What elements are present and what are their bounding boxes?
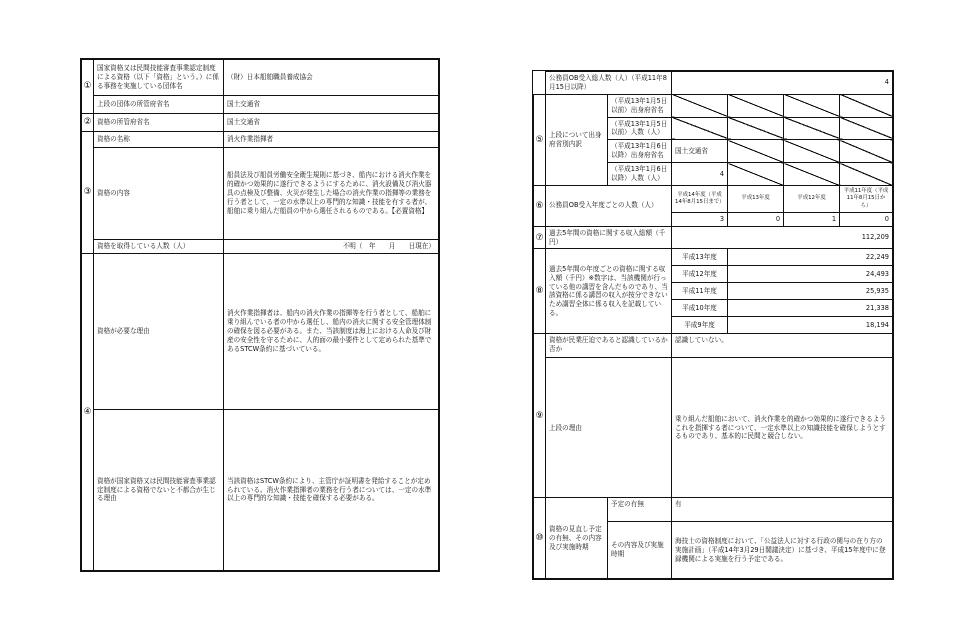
review-plan-detail-value: 海技士の資格制度において、「公益法人に対する行政の関与の在り方の実施計画」（平成14年3月29日閣議決定）に基づき、平成15年度中に登録機関による実施を行う予定である。 (672, 522, 893, 579)
ob-total-label: 公務員OB受入総人数（人）（平成11年8月15日以降） (546, 72, 672, 95)
qualification-name-label: 資格の名称 (94, 132, 224, 148)
ministry-post-count-label: （平成13年1月6日以降）人数（人） (608, 163, 672, 186)
row-number-8: ⑧ (534, 249, 546, 334)
right-form-sheet (532, 70, 894, 580)
holder-count-label: 資格を取得している人数（人） (94, 240, 224, 254)
diag-cell (728, 117, 784, 140)
left-form-table (81, 59, 439, 571)
revenue-year-value: 21,338 (728, 300, 893, 317)
diag-cell (728, 140, 784, 163)
necessity-reason-label: 資格が必要な理由 (94, 254, 224, 410)
revenue-year-value: 22,249 (728, 249, 893, 266)
org-ministry-value: 国土交通省 (224, 96, 439, 114)
row-number-7: ⑦ (534, 226, 546, 249)
row-number-1: ① (82, 60, 94, 114)
ob-value-h11: 0 (840, 212, 893, 226)
diag-cell (672, 94, 728, 117)
diag-cell (784, 94, 840, 117)
ministry-pre-count-label: （平成13年1月5日以前）人数（人） (608, 117, 672, 140)
org-ministry-label: 上段の団体の所管府省名 (94, 96, 224, 114)
ministry-post-count-value: 4 (672, 163, 728, 186)
diag-cell (784, 140, 840, 163)
ministry-post-value: 国土交通省 (672, 140, 728, 163)
revenue-yearly-label: 過去5年間の年度ごとの資格に関する収入額（千円）※数字は、当該機関が行っている他の講習を含んだものであり、当該資格に係る講習の収入が按分できないため講習全体に係る収入を記載している。 (546, 249, 672, 334)
holder-count-value: 不明（ 年 月 日現在） (224, 240, 439, 254)
qualification-content-value: 船員法及び船員労働安全衛生規則に基づき、船内における消火作業を的確かつ効果的に遂行できるようにするために、消火設備及び消火器具の点検及び整備、火災が発生した場合の消火作業の指揮等の業務を行う者として、一定の水準以上の専門的な知識・技能を有する者が、船舶に乗り組んだ船員の中から選任されるものである。【必置資格】 (224, 148, 439, 240)
qualification-name-value: 消火作業指揮者 (224, 132, 439, 148)
diag-cell (672, 117, 728, 140)
diag-cell (784, 163, 840, 186)
review-plan-label: 資格の見直し予定の有無、その内容及び実施時期 (546, 498, 608, 579)
qualification-ministry-value: 国土交通省 (224, 114, 439, 132)
blank-cell (534, 72, 546, 95)
ob-year-h11: 平成11年度（平成11年8月15日から） (840, 185, 893, 212)
private-pressure-label: 資格が民業圧迫であると認識しているか否か (546, 334, 672, 358)
ob-total-value: 4 (672, 72, 893, 95)
review-plan-flag-label: 予定の有無 (608, 498, 672, 522)
row-number-4: ④ (82, 254, 94, 571)
right-form-table (533, 71, 893, 579)
diag-cell (840, 163, 893, 186)
state-certification-reason-label: 資格が国家資格又は民間技能審査事業認定制度による資格でないと不都合が生じる理由 (94, 410, 224, 571)
review-plan-detail-label: その内容及び実施時期 (608, 522, 672, 579)
ob-year-h13: 平成13年度 (728, 185, 784, 212)
row-number-5: ⑤ (534, 94, 546, 185)
private-pressure-reason-label: 上段の理由 (546, 358, 672, 498)
qualification-content-label: 資格の内容 (94, 148, 224, 240)
row-number-10: ⑩ (534, 498, 546, 579)
row-number-2: ② (82, 114, 94, 132)
revenue-total-label: 過去5年間の資格に関する収入総額（千円） (546, 226, 672, 249)
row-number-3: ③ (82, 132, 94, 254)
org-name-value: （財）日本船舶職員養成協会 (224, 60, 439, 96)
revenue-year-label: 平成12年度 (672, 266, 728, 283)
private-pressure-value: 認識していない。 (672, 334, 893, 358)
ob-year-h14: 平成14年度（平成14年8月15日まで） (672, 185, 728, 212)
revenue-year-value: 24,493 (728, 266, 893, 283)
revenue-year-label: 平成9年度 (672, 317, 728, 334)
revenue-year-label: 平成13年度 (672, 249, 728, 266)
state-certification-reason-value: 当該資格はSTCW条約により、主管庁が証明書を発給することが定められている。消火作業指揮者の業務を行う者については、一定の水準以上の専門的な知識・技能を確保する必要がある。 (224, 410, 439, 571)
diag-cell (728, 94, 784, 117)
ob-value-h14: 3 (672, 212, 728, 226)
left-form-sheet (80, 58, 440, 572)
revenue-year-value: 25,935 (728, 283, 893, 300)
row-number-6: ⑥ (534, 185, 546, 226)
necessity-reason-value: 消火作業指揮者は、船内の消火作業の指揮等を行う者として、船舶に乗り組んでいる者の中から選任し、船内の消火に関する安全管理体制の確保を図る必要がある。また、当該制度は海上における人命及び財産の安全性を守るために、人的面の最小要件として定められた基準であるSTCW条約に基づいている。 (224, 254, 439, 410)
ministry-pre-label: （平成13年1月5日以前）出身府省名 (608, 94, 672, 117)
revenue-year-value: 18,194 (728, 317, 893, 334)
ob-value-h13: 0 (728, 212, 784, 226)
diag-cell (728, 163, 784, 186)
private-pressure-reason-value: 乗り組んだ船舶において、消火作業を的確かつ効果的に遂行できるようこれを指揮する者について、一定水準以上の知識技能を確保しようとするものであり、基本的に民間と競合しない。 (672, 358, 893, 498)
ob-value-h12: 1 (784, 212, 840, 226)
qualification-ministry-label: 資格の所管府省名 (94, 114, 224, 132)
ob-year-h12: 平成12年度 (784, 185, 840, 212)
org-name-label: 国家資格又は民間技能審査事業認定制度による資格（以下「資格」という。）に係る事務を実施している団体名 (94, 60, 224, 96)
diag-cell (840, 94, 893, 117)
ministry-breakdown-label: 上段について出身府省別内訳 (546, 94, 608, 185)
revenue-year-label: 平成11年度 (672, 283, 728, 300)
revenue-total-value: 112,209 (672, 226, 893, 249)
row-number-9: ⑨ (534, 334, 546, 498)
ob-yearly-label: 公務員OB受入年度ごとの人数（人） (546, 185, 672, 226)
revenue-year-label: 平成10年度 (672, 300, 728, 317)
ministry-post-label: （平成13年1月6日以降）出身府省名 (608, 140, 672, 163)
diag-cell (840, 117, 893, 140)
diag-cell (840, 140, 893, 163)
review-plan-flag-value: 有 (672, 498, 893, 522)
diag-cell (784, 117, 840, 140)
